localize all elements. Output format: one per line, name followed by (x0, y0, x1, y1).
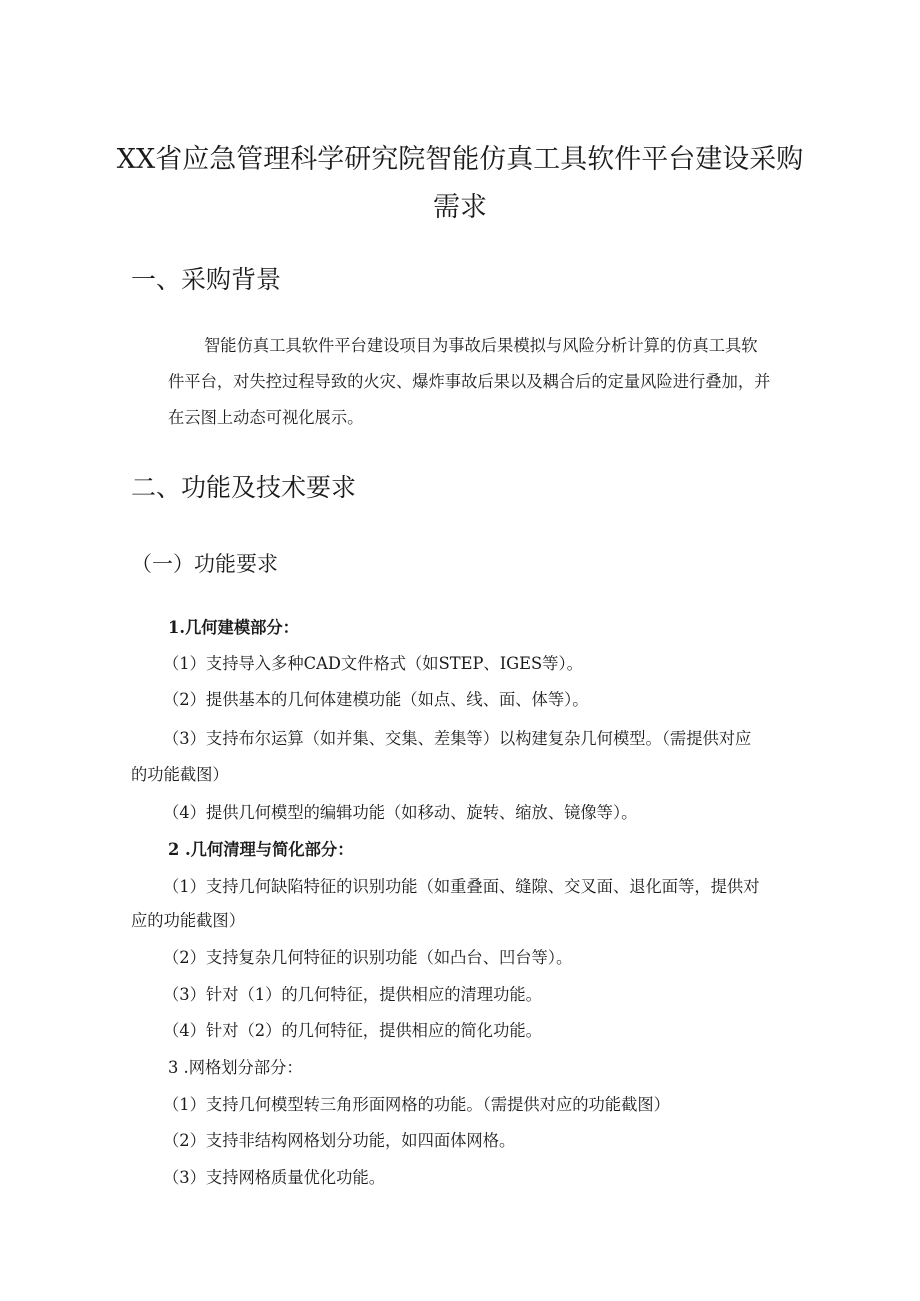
part2-item3: （3）针对（1）的几何特征，提供相应的清理功能。 (163, 985, 542, 1004)
part3-item1: （1）支持几何模型转三角形面网格的功能。（需提供对应的功能截图） (163, 1095, 670, 1114)
part2-item2: （2）支持复杂几何特征的识别功能（如凸台、凹台等）。 (163, 948, 573, 967)
section1-para-line2: 件平台，对失控过程导致的火灾、爆炸事故后果以及耦合后的定量风险进行叠加，并 (168, 372, 771, 391)
part1-item2: （2）提供基本的几何体建模功能（如点、线、面、体等）。 (163, 690, 589, 709)
part3-title: 3 .网格划分部分： (168, 1058, 303, 1077)
document-title-line1: XX省应急管理科学研究院智能仿真工具软件平台建设采购 (116, 144, 804, 175)
part2-item1-cont: 应的功能截图） (131, 911, 245, 930)
part1-item1: （1）支持导入多种CAD文件格式（如STEP、IGES等）。 (163, 654, 583, 673)
section1-para-line1: 智能仿真工具软件平台建设项目为事故后果模拟与风险分析计算的仿真工具软 (204, 336, 758, 355)
part2-item4: （4）针对（2）的几何特征，提供相应的简化功能。 (163, 1021, 542, 1040)
part1-title: 1.几何建模部分： (168, 618, 299, 637)
document-title-line2: 需求 (433, 192, 487, 223)
part3-item2: （2）支持非结构网格划分功能，如四面体网格。 (163, 1131, 516, 1150)
part3-item3: （3）支持网格质量优化功能。 (163, 1168, 386, 1187)
part2-item1: （1）支持几何缺陷特征的识别功能（如重叠面、缝隙、交叉面、退化面等，提供对 (163, 877, 760, 896)
section2-heading: 二、功能及技术要求 (131, 473, 357, 502)
section1-para-line3: 在云图上动态可视化展示。 (168, 408, 364, 427)
part1-item3-cont: 的功能截图） (131, 765, 229, 784)
part1-item4: （4）提供几何模型的编辑功能（如移动、旋转、缩放、镜像等）。 (163, 803, 638, 822)
section1-heading: 一、采购背景 (131, 265, 282, 294)
part2-title: 2 .几何清理与简化部分： (168, 840, 354, 859)
part1-item3: （3）支持布尔运算（如并集、交集、差集等）以构建复杂几何模型。（需提供对应 (163, 729, 752, 748)
section2-subheading: （一）功能要求 (131, 552, 278, 576)
